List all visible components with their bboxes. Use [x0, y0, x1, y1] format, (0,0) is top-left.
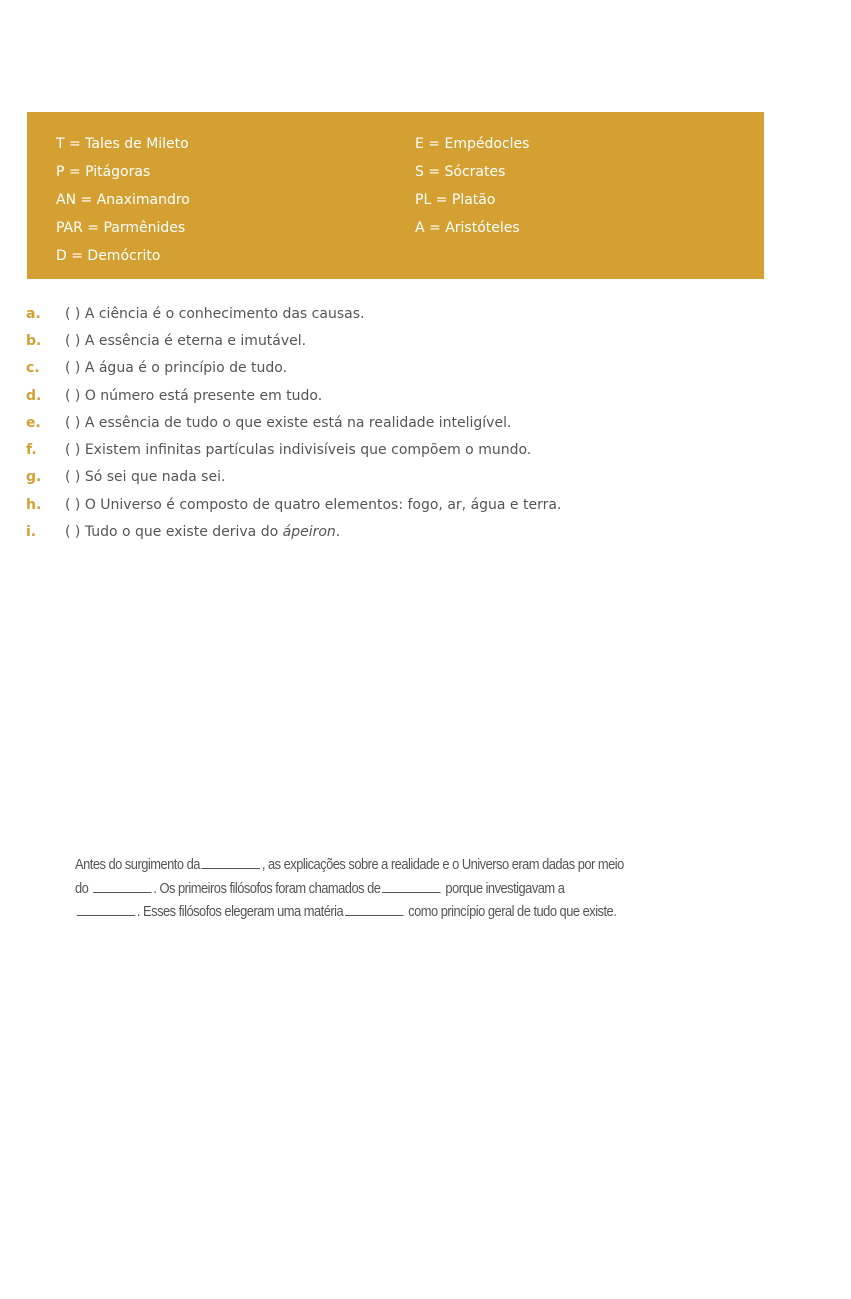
- list-item: [26, 491, 561, 518]
- list-item: [26, 327, 561, 354]
- legend-item-platao: PL = Platão: [415, 192, 496, 208]
- legend-column-left: [56, 130, 190, 270]
- item-letter: a.: [26, 305, 41, 322]
- legend-item-aristoteles: A = Aristóteles: [415, 220, 520, 236]
- blank-field[interactable]: [382, 878, 440, 893]
- item-letter: b.: [26, 332, 42, 349]
- paragraph-segment: . Os primeiros filósofos foram chamados de: [153, 879, 381, 897]
- item-text: ( ) A essência é eterna e imutável.: [65, 332, 307, 349]
- blank-field[interactable]: [345, 901, 403, 916]
- item-text: ( ) Só sei que nada sei.: [65, 469, 226, 486]
- item-letter: c.: [26, 360, 40, 377]
- item-text: ( ) Existem infinitas partículas indivisíveis que compõem o mundo.: [65, 442, 532, 459]
- list-item: [26, 382, 561, 409]
- item-letter: h.: [26, 496, 42, 513]
- legend-item-parmenides: PAR = Parmênides: [56, 220, 186, 236]
- paragraph-segment: . Esses filósofos elegeram uma matéria: [136, 903, 344, 920]
- legend-item-empedocles: E = Empédocles: [415, 136, 530, 152]
- list-item: [26, 464, 561, 491]
- blank-field[interactable]: [93, 878, 151, 893]
- philosophers-legend: [27, 112, 764, 279]
- list-item: [26, 518, 561, 545]
- blank-field[interactable]: [77, 901, 135, 916]
- legend-item-democrito: D = Demócrito: [56, 248, 161, 264]
- legend-column-right: [415, 130, 529, 242]
- statements-list: [26, 300, 561, 546]
- paragraph-segment: , as explicações sobre a realidade e o Universo eram dadas por meio do: [75, 856, 624, 897]
- fill-in-paragraph: [75, 853, 625, 924]
- item-text-main: ( ) Tudo o que existe deriva do: [65, 524, 283, 541]
- paragraph-segment: como princípio geral de tudo que existe.: [408, 903, 617, 920]
- legend-item-socrates: S = Sócrates: [415, 164, 506, 180]
- item-text: ( ) A essência de tudo o que existe está na realidade inteligível.: [65, 414, 512, 431]
- item-text: ( ) A ciência é o conhecimento das causas.: [65, 305, 365, 322]
- paragraph-segment: porque investigavam a: [445, 879, 565, 897]
- item-text: [65, 524, 340, 540]
- item-letter: d.: [26, 387, 42, 404]
- list-item: [26, 355, 561, 382]
- legend-item-tales: T = Tales de Mileto: [56, 136, 189, 152]
- item-letter: g.: [26, 469, 42, 486]
- list-item: [26, 436, 561, 463]
- item-text: ( ) A água é o princípio de tudo.: [65, 360, 288, 377]
- paragraph-segment: Antes do surgimento da: [75, 856, 200, 873]
- list-item: [26, 300, 561, 327]
- item-text: ( ) O Universo é composto de quatro elementos: fogo, ar, água e terra.: [65, 496, 562, 513]
- item-text-emphasis: ápeiron: [282, 524, 336, 541]
- item-letter: i.: [26, 524, 37, 541]
- item-text-suffix: .: [335, 524, 341, 541]
- item-letter: e.: [26, 414, 41, 431]
- item-letter: f.: [26, 442, 37, 459]
- legend-item-pitagoras: P = Pitágoras: [56, 164, 151, 180]
- legend-item-anaximandro: AN = Anaximandro: [56, 192, 190, 208]
- list-item: [26, 409, 561, 436]
- item-text: ( ) O número está presente em tudo.: [65, 387, 323, 404]
- blank-field[interactable]: [202, 854, 260, 869]
